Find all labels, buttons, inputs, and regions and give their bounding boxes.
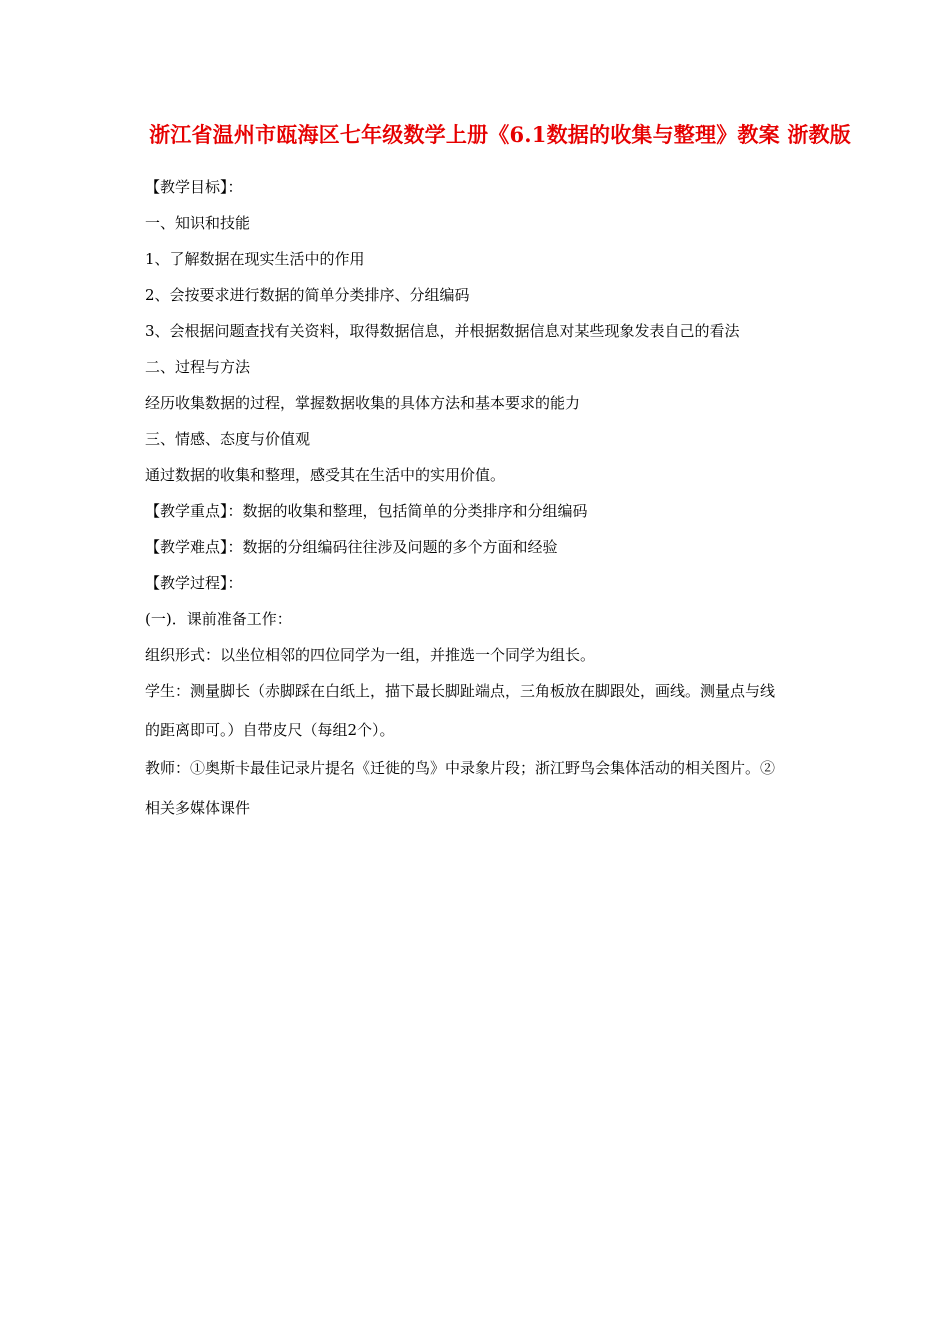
text-line: 组织形式：以坐位相邻的四位同学为一组，并推选一个同学为组长。 bbox=[145, 646, 596, 664]
text-line: 【教学难点】：数据的分组编码往往涉及问题的多个方面和经验 bbox=[145, 538, 558, 556]
text-line: 三、情感、态度与价值观 bbox=[145, 430, 311, 448]
text-line: 3、会根据问题查找有关资料，取得数据信息，并根据数据信息对某些现象发表自己的看法 bbox=[145, 322, 740, 340]
text-line: 1、了解数据在现实生活中的作用 bbox=[145, 250, 365, 268]
text-line: 【教学重点】：数据的收集和整理，包括简单的分类排序和分组编码 bbox=[145, 502, 588, 520]
text-line: 一、知识和技能 bbox=[145, 214, 251, 232]
text-line: 教师：①奥斯卡最佳记录片提名《迁徙的鸟》中录象片段；浙江野鸟会集体活动的相关图片。② bbox=[145, 759, 776, 777]
text-line: 2、会按要求进行数据的简单分类排序、分组编码 bbox=[145, 286, 470, 304]
text-line: (一)．课前准备工作： bbox=[145, 610, 292, 628]
text-line: 【教学过程】： bbox=[145, 574, 243, 592]
text-line: 学生：测量脚长（赤脚踩在白纸上，描下最长脚趾端点，三角板放在脚跟处，画线。测量点与线 bbox=[145, 682, 776, 700]
text-line: 的距离即可。）自带皮尺（每组2个）。 bbox=[145, 721, 395, 739]
text-line: 经历收集数据的过程，掌握数据收集的具体方法和基本要求的能力 bbox=[145, 394, 581, 412]
text-line: 相关多媒体课件 bbox=[145, 799, 251, 817]
text-line: 通过数据的收集和整理，感受其在生活中的实用价值。 bbox=[145, 466, 506, 484]
text-line: 【教学目标】： bbox=[145, 178, 243, 196]
document-title: 浙江省温州市瓯海区七年级数学上册《6.1数据的收集与整理》教案 浙教版 bbox=[149, 122, 851, 147]
text-line: 二、过程与方法 bbox=[145, 358, 251, 376]
